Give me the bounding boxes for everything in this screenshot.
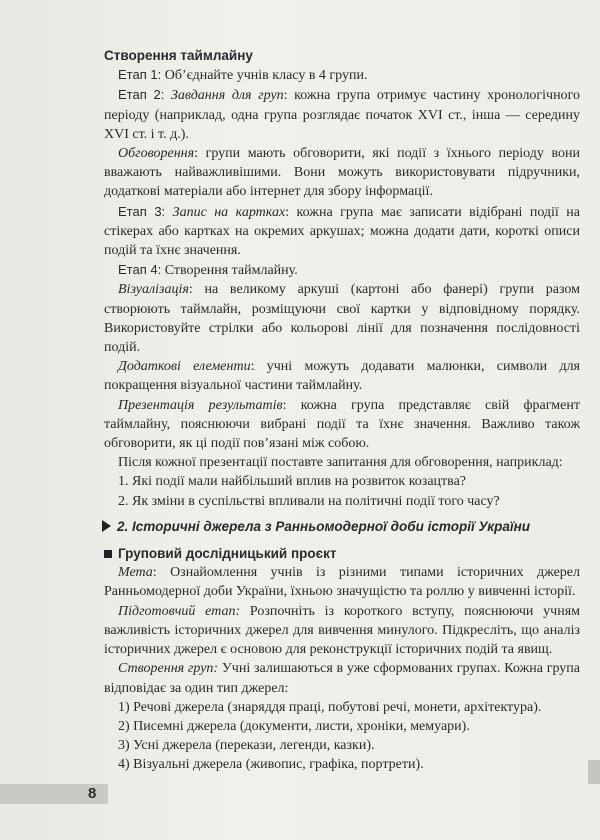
page-number: 8 bbox=[88, 785, 97, 802]
page-content bbox=[104, 46, 580, 775]
edge-tab bbox=[588, 760, 600, 784]
stage-2: Етап 2: Завдання для груп: кожна група отримує частину хронологічного періоду (наприклад, одна група розглядає початок XVI ст., інша — середину XVI ст. і т. д.). bbox=[104, 87, 580, 142]
after-presentation-paragraph: Після кожної презентації поставте запитання для обговорення, наприклад: bbox=[118, 455, 563, 471]
discussion-questions bbox=[104, 472, 580, 510]
stage-2-label: Етап 2: bbox=[118, 87, 165, 103]
goal-paragraph: Мета: Ознайомлення учнів із різними типами історичних джерел Ранньомодерної доби України, їхньою значущістю та роллю у вивченні історії. bbox=[104, 565, 580, 600]
stage-1: Етап 1: Об’єднайте учнів класу в 4 групи. bbox=[118, 67, 368, 84]
stage-4-label: Етап 4: bbox=[118, 262, 162, 278]
triangle-bullet-icon bbox=[102, 520, 111, 532]
prep-paragraph: Підготовчий етап: Розпочніть із короткого вступу, пояснюючи учням важливість історичних джерел для вивчення минулого. Підкресліть, що аналіз історичних джерел є основою для реконструкції історичних подій та явищ. bbox=[104, 603, 580, 658]
stage-3: Етап 3: Запис на картках: кожна група має записати відібрані події на стікерах або картках на окремих аркушах; можна додати дати, короткі описи подій та їхнє значення. bbox=[104, 203, 580, 259]
square-bullet-icon bbox=[104, 550, 112, 558]
project-heading: Груповий дослідницький проєкт bbox=[104, 544, 580, 563]
discussion-paragraph: Обговорення: групи мають обговорити, які події з їхнього періоду вони вважають найважливішими. Вони можуть використовувати підручники, додаткові матеріали або інтернет для збору інформації. bbox=[104, 146, 580, 200]
stage-1-label: Етап 1: bbox=[118, 67, 162, 83]
stage-3-label: Етап 3: bbox=[118, 203, 166, 219]
list-item: 2) Писемні джерела (документи, листи, хроніки, мемуари). bbox=[118, 718, 470, 734]
visualization-paragraph: Візуалізація: на великому аркуші (картоні або фанері) групи разом створюють таймлайн, розміщуючи свої картки у відповідному порядку. Використовуйте стрілки або кольорові лінії для позначення послідовності подій. bbox=[104, 282, 580, 356]
question-item: 1. Які події мали найбільший вплив на розвиток козацтва? bbox=[118, 474, 467, 490]
question-item: 2. Як зміни в суспільстві впливали на політичні події того часу? bbox=[118, 493, 500, 509]
list-item: 1) Речові джерела (знаряддя праці, побутові речі, монети, архітектура). bbox=[118, 699, 542, 715]
source-types-list bbox=[104, 698, 580, 775]
presentation-paragraph: Презентація результатів: кожна група представляє свій фрагмент таймлайну, пояснюючи вибрані події та їхнє значення. Важливо також обговорити, як ці події пов’язані між собою. bbox=[104, 397, 580, 452]
section-2-heading: 2. Історичні джерела з Ранньомодерної доби історії України bbox=[102, 517, 580, 536]
additional-elements-paragraph: Додаткові елементи: учні можуть додавати малюнки, символи для покращення візуальної частини таймлайну. bbox=[104, 359, 580, 394]
groups-paragraph: Створення груп: Учні залишаються в уже сформованих групах. Кожна група відповідає за один тип джерел: bbox=[104, 661, 580, 696]
list-item: 3) Усні джерела (перекази, легенди, казки). bbox=[118, 738, 375, 754]
list-item: 4) Візуальні джерела (живопис, графіка, портрети). bbox=[118, 757, 424, 773]
stage-4: Етап 4: Створення таймлайну. bbox=[118, 262, 298, 279]
timeline-heading: Створення таймлайну bbox=[104, 48, 253, 63]
